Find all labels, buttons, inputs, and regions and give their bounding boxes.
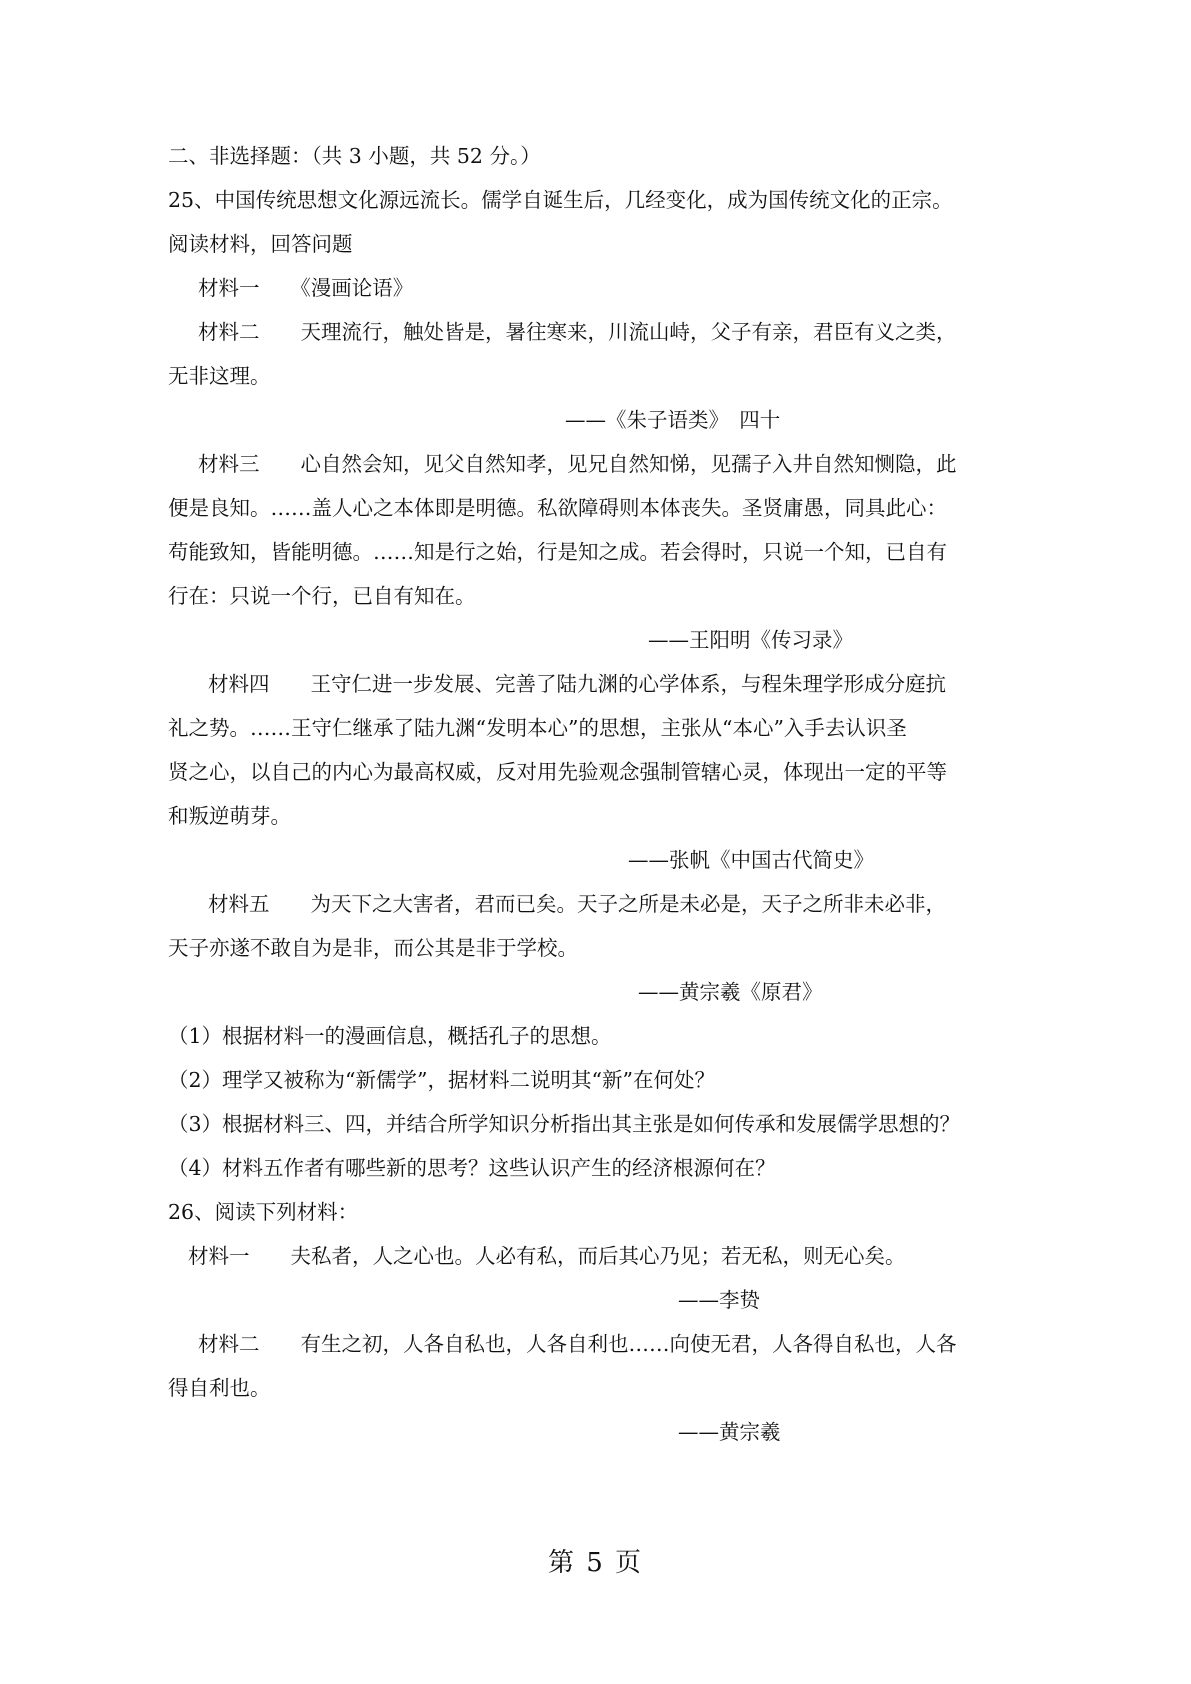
material-4: 和叛逆萌芽。 — [168, 804, 291, 828]
page-number: 第 5 页 — [547, 1548, 644, 1578]
material-2: 材料二 天理流行，触处皆是，暑往寒来，川流山峙，父子有亲，君臣有义之类， — [198, 320, 957, 344]
question-26-intro: 26、阅读下列材料： — [168, 1200, 359, 1224]
material-1: 材料一 夫私者，人之心也。人必有私，而后其心乃见；若无私，则无心矣。 — [188, 1244, 906, 1268]
material-3: 行在：只说一个行，已自有知在。 — [168, 584, 476, 608]
material-3: 材料三 心自然会知，见父自然知孝，见兄自然知悌，见孺子入井自然知恻隐，此 — [198, 452, 957, 476]
material-5: 天子亦遂不敢自为是非，而公其是非于学校。 — [168, 936, 578, 960]
material-5: 材料五 为天下之大害者，君而已矣。天子之所是未必是，天子之所非未必非， — [208, 892, 946, 916]
material-4-source: ——张帆《中国古代简史》 — [628, 848, 874, 872]
material-2: 无非这理。 — [168, 364, 271, 388]
question-25-intro: 25、中国传统思想文化源远流长。儒学自诞生后，几经变化，成为国传统文化的正宗。 — [168, 188, 953, 212]
sub-question-3: （3）根据材料三、四，并结合所学知识分析指出其主张是如何传承和发展儒学思想的？ — [168, 1112, 961, 1136]
material-1: 材料一 《漫画论语》 — [198, 276, 414, 300]
material-2-source: ——黄宗羲 — [678, 1420, 781, 1444]
material-4: 贤之心，以自己的内心为最高权威，反对用先验观念强制管辖心灵，体现出一定的平等 — [168, 760, 947, 784]
material-5-source: ——黄宗羲《原君》 — [638, 980, 823, 1004]
material-4: 材料四 王守仁进一步发展、完善了陆九渊的心学体系，与程朱理学形成分庭抗 — [208, 672, 946, 696]
sub-question-4: （4）材料五作者有哪些新的思考？这些认识产生的经济根源何在？ — [168, 1156, 776, 1180]
material-3-source: ——王阳明《传习录》 — [648, 628, 853, 652]
material-2-source: ——《朱子语类》 四十 — [565, 408, 781, 432]
question-25-intro: 阅读材料，回答问题 — [168, 232, 353, 256]
sub-question-1: （1）根据材料一的漫画信息，概括孔子的思想。 — [168, 1024, 612, 1048]
material-2: 得自利也。 — [168, 1376, 271, 1400]
section-header: 二、非选择题：（共 3 小题，共 52 分。） — [168, 144, 541, 168]
material-3: 苟能致知，皆能明德。……知是行之始，行是知之成。若会得时，只说一个知，已自有 — [168, 540, 947, 564]
material-2: 材料二 有生之初，人各自私也，人各自利也……向使无君，人各得自私也，人各 — [198, 1332, 957, 1356]
material-4: 礼之势。……王守仁继承了陆九渊“发明本心”的思想，主张从“本心”入手去认识圣 — [168, 716, 907, 740]
sub-question-2: （2）理学又被称为“新儒学”，据材料二说明其“新”在何处？ — [168, 1068, 715, 1092]
material-3: 便是良知。……盖人心之本体即是明德。私欲障碍则本体丧失。圣贤庸愚，同具此心： — [168, 496, 947, 520]
material-1-source: ——李贽 — [678, 1288, 760, 1312]
